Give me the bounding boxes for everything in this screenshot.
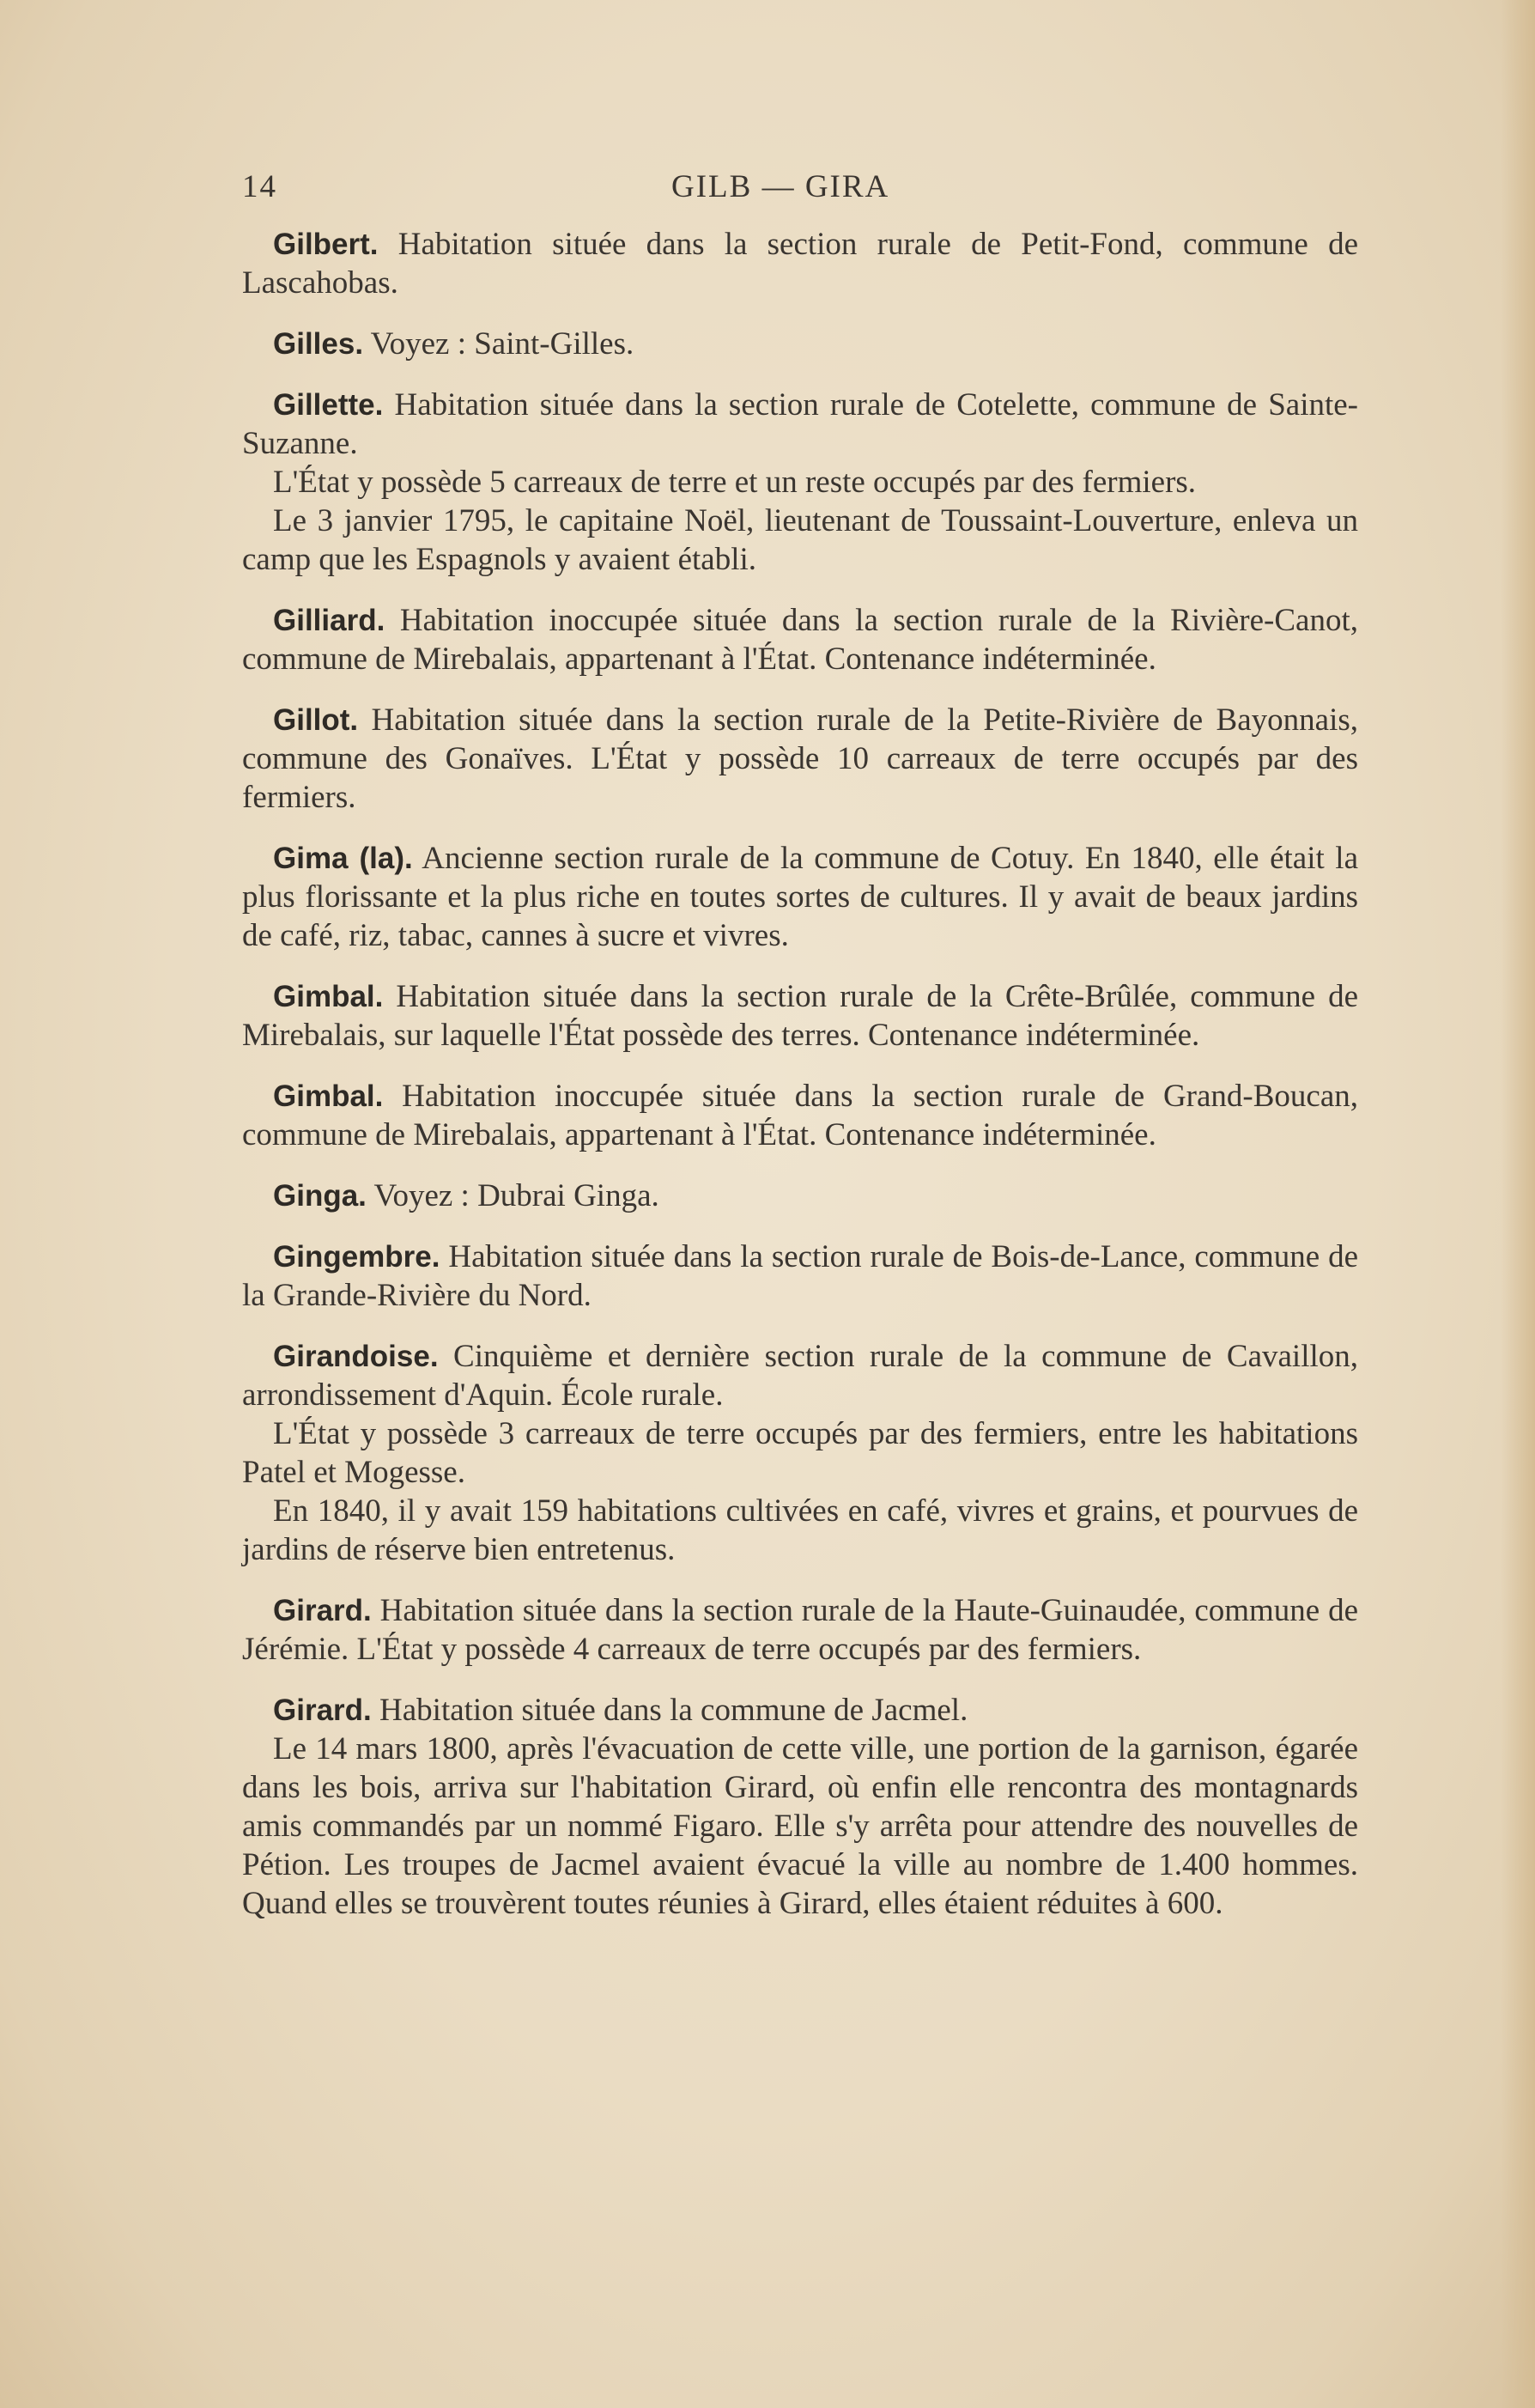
- entry-paragraph: [242, 1591, 1358, 1669]
- entry-paragraph: [242, 1730, 1358, 1923]
- page-number: 14: [242, 169, 277, 204]
- dictionary-entry: [242, 1691, 1358, 1923]
- dictionary-entry: [242, 1337, 1358, 1569]
- entry-headword: Girandoise.: [273, 1340, 439, 1373]
- entry-text: En 1840, il y avait 159 habitations cultivées en café, vivres et grains, et pourvues de jardins de réserve bien entretenus.: [242, 1493, 1358, 1567]
- entry-paragraph: [242, 502, 1358, 579]
- entry-text: Habitation située dans la section rurale de Cotelette, commune de Sainte-Suzanne.: [242, 387, 1358, 461]
- entry-paragraph: [242, 1492, 1358, 1569]
- entry-paragraph: [242, 1177, 1358, 1215]
- entry-text: L'État y possède 3 carreaux de terre occupés par des fermiers, entre les habitations Patel et Mogesse.: [242, 1416, 1358, 1490]
- entry-paragraph: [242, 601, 1358, 678]
- entry-text: Habitation située dans la section rurale de la Petite-Rivière de Bayonnais, commune des Gonaïves. L'État y possède 10 carreaux de terre occupés par des fermiers.: [242, 702, 1358, 815]
- entry-text: Habitation située dans la section rurale de la Crête-Brûlée, commune de Mirebalais, sur laquelle l'État possède des terres. Contenance indéterminée.: [242, 979, 1358, 1053]
- dictionary-entry: [242, 701, 1358, 817]
- entry-paragraph: [242, 386, 1358, 463]
- entry-headword: Gilles.: [273, 327, 364, 361]
- dictionary-entry: [242, 839, 1358, 955]
- section-range-title: GILB — GIRA: [671, 169, 890, 204]
- dictionary-entry: [242, 325, 1358, 363]
- dictionary-entry: [242, 1591, 1358, 1669]
- entry-text: Habitation située dans la commune de Jacmel.: [379, 1693, 968, 1728]
- entry-headword: Gillette.: [273, 388, 384, 422]
- entry-paragraph: [242, 839, 1358, 955]
- dictionary-entry: [242, 977, 1358, 1055]
- entry-paragraph: [242, 1414, 1358, 1492]
- entry-paragraph: [242, 1237, 1358, 1315]
- entry-text: Voyez : Dubrai Ginga.: [373, 1178, 659, 1213]
- dictionary-entry: [242, 1237, 1358, 1315]
- entry-text: L'État y possède 5 carreaux de terre et un reste occupés par des fermiers.: [273, 465, 1197, 500]
- entry-paragraph: [242, 701, 1358, 817]
- entry-text: Cinquième et dernière section rurale de la commune de Cavaillon, arrondissement d'Aquin. École rurale.: [242, 1339, 1359, 1413]
- entry-text: Habitation située dans la section rurale de Bois-de-Lance, commune de la Grande-Rivière du Nord.: [242, 1239, 1359, 1313]
- entry-text: Habitation inoccupée située dans la section rurale de Grand-Boucan, commune de Mirebalais, appartenant à l'État. Contenance indéterminée.: [242, 1079, 1359, 1152]
- dictionary-entry: [242, 1177, 1358, 1215]
- entry-paragraph: [242, 463, 1358, 502]
- dictionary-entry: [242, 1077, 1358, 1154]
- entry-headword: Gillot.: [273, 703, 359, 737]
- entry-paragraph: [242, 977, 1358, 1055]
- entry-paragraph: [242, 1077, 1358, 1154]
- dictionary-entry: [242, 601, 1358, 678]
- entry-paragraph: [242, 1337, 1358, 1414]
- entry-headword: Gilliard.: [273, 604, 385, 637]
- entry-paragraph: [242, 225, 1358, 302]
- entry-headword: Gima (la).: [273, 842, 413, 875]
- entry-headword: Ginga.: [273, 1179, 367, 1213]
- entry-headword: Girard.: [273, 1594, 372, 1627]
- entry-text: Voyez : Saint-Gilles.: [370, 326, 634, 362]
- dictionary-entry: [242, 225, 1358, 302]
- entry-paragraph: [242, 325, 1358, 363]
- entry-headword: Gimbal.: [273, 980, 384, 1013]
- entry-headword: Gimbal.: [273, 1079, 384, 1113]
- entry-headword: Gingembre.: [273, 1240, 440, 1274]
- dictionary-entry: [242, 386, 1358, 579]
- entry-headword: Girard.: [273, 1694, 372, 1727]
- entry-text: Le 3 janvier 1795, le capitaine Noël, lieutenant de Toussaint-Louverture, enleva un camp que les Espagnols y avaient établi.: [242, 503, 1358, 577]
- entry-text: Habitation située dans la section rurale de la Haute-Guinaudée, commune de Jérémie. L'État y possède 4 carreaux de terre occupés par des fermiers.: [242, 1593, 1359, 1667]
- running-head: [242, 168, 1358, 211]
- entry-paragraph: [242, 1691, 1358, 1730]
- entry-text: Le 14 mars 1800, après l'évacuation de cette ville, une portion de la garnison, égarée dans les bois, arriva sur l'habitation Girard, où enfin elle rencontra des montagnards amis commandés par un nommé Figaro. Elle s'y arrêta pour attendre des nouvelles de Pétion. Les troupes de Jacmel avaient évacué la ville au nombre de 1.400 hommes. Quand elles se trouvèrent toutes réunies à Girard, elles étaient réduites à 600.: [242, 1731, 1358, 1921]
- entry-text: Habitation située dans la section rurale de Petit-Fond, commune de Lascahobas.: [242, 227, 1358, 301]
- entry-headword: Gilbert.: [273, 228, 379, 261]
- page-edge-shadow: [1501, 0, 1535, 2408]
- entry-text: Ancienne section rurale de la commune de Cotuy. En 1840, elle était la plus florissante et la plus riche en toutes sortes de cultures. Il y avait de beaux jardins de café, riz, tabac, cannes à sucre et vivres.: [242, 841, 1358, 953]
- entry-text: Habitation inoccupée située dans la section rurale de la Rivière-Canot, commune de Mirebalais, appartenant à l'État. Contenance indéterminée.: [242, 603, 1358, 677]
- dictionary-entries: [242, 225, 1358, 1945]
